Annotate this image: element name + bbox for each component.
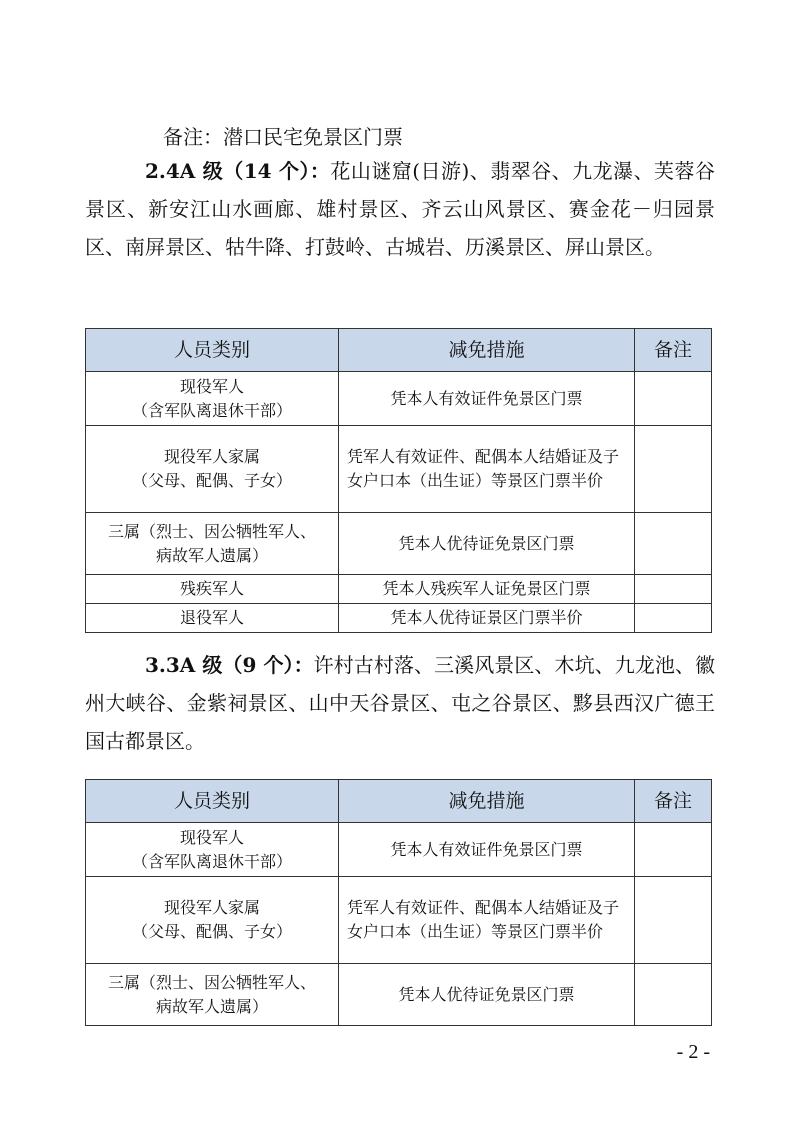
row-measures: 凭军人有效证件、配偶本人结婚证及子女户口本（出生证）等景区门票半价 [347,447,620,490]
header-measures: 减免措施 [339,329,635,372]
row-category: 三属（烈士、因公牺牲军人、 病故军人遗属） [107,521,316,565]
row-category: 现役军人 （含军队离退休干部） [131,376,292,420]
header-category: 人员类别 [86,780,339,823]
header-remark: 备注 [635,329,712,372]
row-measures: 凭本人优待证免景区门票 [398,984,575,1004]
table-row [86,964,712,1026]
note-line: 备注：潜口民宅免景区门票 [163,125,403,149]
table-row [86,513,712,575]
table-header-row [86,329,712,372]
table-row [86,575,712,604]
row-measures: 凭本人优待证免景区门票 [398,533,575,553]
row-category: 现役军人 （含军队离退休干部） [131,827,292,871]
table-3a-benefits [85,779,712,1026]
header-measures: 减免措施 [339,780,635,823]
row-measures: 凭军人有效证件、配偶本人结婚证及子女户口本（出生证）等景区门票半价 [347,898,620,941]
section-2-text: 花山谜窟(日游)、翡翠谷、九龙瀑、芙蓉谷景区、新安江山水画廊、雄村景区、齐云山风景区、赛金花－归园景区、南屏景区、牯牛降、打鼓岭、古城岩、历溪景区、屏山景区。 [85,159,715,259]
section-3-text: 许村古村落、三溪风景区、木坑、九龙池、徽州大峡谷、金紫祠景区、山中天谷景区、屯之谷景区、黟县西汉广德王国古都景区。 [85,653,716,753]
row-measures: 凭本人有效证件免景区门票 [390,388,583,408]
section-3-paragraph [85,646,715,760]
row-category: 现役军人家属 （父母、配偶、子女） [131,447,292,490]
row-category: 现役军人家属 （父母、配偶、子女） [131,898,292,941]
table-row [86,372,712,426]
table-4a-benefits [85,328,712,633]
section-3-heading: 3.3A 级（9 个）： [145,653,314,677]
row-category: 残疾军人 [179,579,244,598]
row-category: 退役军人 [179,608,244,627]
table-row [86,823,712,877]
table-row [86,604,712,633]
row-measures: 凭本人优待证景区门票半价 [390,608,583,627]
table-header-row [86,780,712,823]
table-row [86,877,712,964]
table-row [86,426,712,513]
page-number: - 2 - [676,1041,710,1063]
header-category: 人员类别 [86,329,339,372]
row-measures: 凭本人有效证件免景区门票 [390,839,583,859]
header-remark: 备注 [635,780,712,823]
row-measures: 凭本人残疾军人证免景区门票 [382,579,591,598]
section-2-heading: 2.4A 级（14 个）： [145,159,331,183]
section-2-paragraph [85,152,715,266]
row-category: 三属（烈士、因公牺牲军人、 病故军人遗属） [107,972,316,1016]
